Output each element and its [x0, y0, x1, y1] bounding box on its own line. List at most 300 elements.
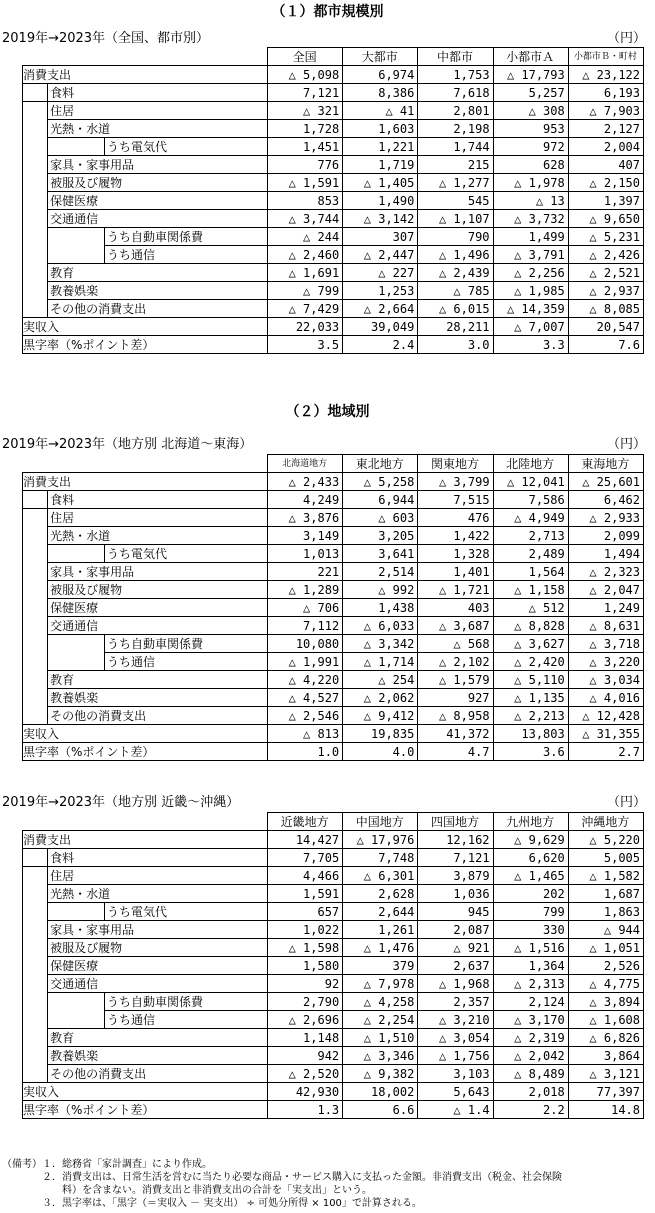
value-cell: 6,462 — [568, 491, 643, 509]
value-cell: △ 2,520 — [267, 1065, 342, 1083]
unit-label: （円） — [606, 31, 646, 46]
row-label: 教養娯楽 — [48, 1047, 268, 1065]
row-label: その他の消費支出 — [48, 300, 268, 318]
indent-cell — [23, 246, 48, 264]
value-cell: 942 — [267, 1047, 342, 1065]
value-cell: 4.0 — [343, 743, 418, 761]
value-cell: 5,005 — [568, 849, 643, 867]
data-table — [22, 812, 644, 1119]
column-header: 北陸地方 — [493, 455, 568, 473]
value-cell: 7,618 — [418, 84, 493, 102]
value-cell: 403 — [418, 599, 493, 617]
value-cell: 3.6 — [493, 743, 568, 761]
indent-cell — [23, 581, 48, 599]
value-cell: 14.8 — [568, 1101, 643, 1119]
value-cell: △ 3,346 — [343, 1047, 418, 1065]
data-table — [22, 454, 644, 761]
table-row — [23, 635, 644, 653]
value-cell: △ 2,150 — [568, 174, 643, 192]
value-cell: 3,205 — [343, 527, 418, 545]
value-cell: △ 992 — [343, 581, 418, 599]
value-cell: △ 6,033 — [343, 617, 418, 635]
value-cell: △ 3,121 — [568, 1065, 643, 1083]
column-header: 東海地方 — [568, 455, 643, 473]
value-cell: 1,328 — [418, 545, 493, 563]
value-cell: △ 1,582 — [568, 867, 643, 885]
indent-cell — [23, 885, 48, 903]
row-label: 被服及び履物 — [48, 174, 268, 192]
value-cell: △ 5,110 — [493, 671, 568, 689]
indent-cell — [23, 1011, 48, 1029]
indent-cell — [23, 545, 48, 563]
value-cell: 1,564 — [493, 563, 568, 581]
value-cell: △ 2,664 — [343, 300, 418, 318]
value-cell: 20,547 — [568, 318, 643, 336]
value-cell: 776 — [267, 156, 342, 174]
value-cell: 2,790 — [267, 993, 342, 1011]
indent-cell — [23, 102, 48, 120]
row-label: うち通信 — [105, 1011, 268, 1029]
value-cell: 2,628 — [343, 885, 418, 903]
value-cell: 1,580 — [267, 957, 342, 975]
value-cell: △ 785 — [418, 282, 493, 300]
indent-cell — [23, 491, 48, 509]
value-cell: △ 2,933 — [568, 509, 643, 527]
value-cell: △ 4,949 — [493, 509, 568, 527]
value-cell: 3.5 — [267, 336, 342, 354]
value-cell: △ 2,062 — [343, 689, 418, 707]
value-cell: 2,713 — [493, 527, 568, 545]
indent-cell — [23, 527, 48, 545]
value-cell: △ 1,107 — [418, 210, 493, 228]
section-title: （２）地域別 — [285, 404, 370, 420]
table-row — [23, 102, 644, 120]
value-cell: 6,974 — [343, 66, 418, 84]
value-cell: △ 1,721 — [418, 581, 493, 599]
value-cell: 19,835 — [343, 725, 418, 743]
value-cell: 2,124 — [493, 993, 568, 1011]
column-header: 全国 — [267, 48, 342, 66]
value-cell: 2,099 — [568, 527, 643, 545]
row-label: 住居 — [48, 867, 268, 885]
indent-cell — [23, 635, 48, 653]
row-label: うち通信 — [105, 246, 268, 264]
indent-cell — [48, 228, 105, 246]
value-cell: 2,514 — [343, 563, 418, 581]
value-cell: 628 — [493, 156, 568, 174]
value-cell: △ 8,489 — [493, 1065, 568, 1083]
value-cell: △ 2,433 — [267, 473, 342, 491]
row-label: 黒字率（%ポイント差） — [23, 336, 268, 354]
row-label: 光熱・水道 — [48, 527, 268, 545]
notes — [2, 1158, 652, 1210]
value-cell: △ 2,696 — [267, 1011, 342, 1029]
indent-cell — [23, 957, 48, 975]
table-row — [23, 1047, 644, 1065]
table-row — [23, 1065, 644, 1083]
value-cell: 1,022 — [267, 921, 342, 939]
value-cell: △ 2,937 — [568, 282, 643, 300]
indent-cell — [48, 138, 105, 156]
value-cell: △ 1,756 — [418, 1047, 493, 1065]
value-cell: 42,930 — [267, 1083, 342, 1101]
value-cell: △ 13 — [493, 192, 568, 210]
indent-cell — [48, 635, 105, 653]
row-label: 交通通信 — [48, 975, 268, 993]
unit-label: （円） — [606, 437, 646, 452]
value-cell: △ 4,258 — [343, 993, 418, 1011]
value-cell: △ 5,220 — [568, 831, 643, 849]
value-cell: 407 — [568, 156, 643, 174]
value-cell: 2.7 — [568, 743, 643, 761]
value-cell: △ 2,042 — [493, 1047, 568, 1065]
row-label: 住居 — [48, 509, 268, 527]
value-cell: 6.6 — [343, 1101, 418, 1119]
value-cell: △ 2,213 — [493, 707, 568, 725]
value-cell: △ 9,629 — [493, 831, 568, 849]
table-row — [23, 903, 644, 921]
value-cell: 1,364 — [493, 957, 568, 975]
value-cell: △ 568 — [418, 635, 493, 653]
row-label: うち自動車関係費 — [105, 993, 268, 1011]
value-cell: 3,879 — [418, 867, 493, 885]
value-cell: 1,397 — [568, 192, 643, 210]
value-cell: 3,149 — [267, 527, 342, 545]
value-cell: 7,121 — [418, 849, 493, 867]
value-cell: △ 23,122 — [568, 66, 643, 84]
note-line: ３．黒字率は、「黒字（＝実収入 － 実支出） ÷ 可処分所得 × 100」で計算される。 — [2, 1198, 422, 1209]
table-row — [23, 545, 644, 563]
indent-cell — [48, 246, 105, 264]
value-cell: △ 944 — [568, 921, 643, 939]
value-cell: △ 227 — [343, 264, 418, 282]
table-caption: 2019年→2023年（地方別 近畿～沖縄） — [2, 795, 240, 810]
value-cell: △ 31,355 — [568, 725, 643, 743]
value-cell: 7,121 — [267, 84, 342, 102]
row-label: 教養娯楽 — [48, 689, 268, 707]
value-cell: △ 5,098 — [267, 66, 342, 84]
value-cell: △ 7,903 — [568, 102, 643, 120]
value-cell: △ 7,007 — [493, 318, 568, 336]
table-row — [23, 156, 644, 174]
value-cell: △ 2,546 — [267, 707, 342, 725]
row-label: 保健医療 — [48, 957, 268, 975]
value-cell: △ 1,510 — [343, 1029, 418, 1047]
value-cell: 853 — [267, 192, 342, 210]
value-cell: 2,004 — [568, 138, 643, 156]
value-cell: 4,466 — [267, 867, 342, 885]
table-row — [23, 1029, 644, 1047]
value-cell: △ 25,601 — [568, 473, 643, 491]
indent-cell — [23, 156, 48, 174]
value-cell: 4.7 — [418, 743, 493, 761]
value-cell: △ 2,420 — [493, 653, 568, 671]
indent-cell — [23, 993, 48, 1011]
value-cell: 2,801 — [418, 102, 493, 120]
value-cell: 202 — [493, 885, 568, 903]
indent-cell — [23, 174, 48, 192]
value-cell: 1,249 — [568, 599, 643, 617]
value-cell: △ 3,799 — [418, 473, 493, 491]
value-cell: 215 — [418, 156, 493, 174]
table-row — [23, 1083, 644, 1101]
value-cell: △ 12,428 — [568, 707, 643, 725]
table-row — [23, 228, 644, 246]
row-label: 家具・家事用品 — [48, 921, 268, 939]
table-caption: 2019年→2023年（地方別 北海道～東海） — [2, 437, 253, 452]
value-cell: △ 1,516 — [493, 939, 568, 957]
indent-cell — [48, 653, 105, 671]
value-cell: △ 2,521 — [568, 264, 643, 282]
value-cell: △ 8,631 — [568, 617, 643, 635]
value-cell: △ 6,015 — [418, 300, 493, 318]
value-cell: △ 1,465 — [493, 867, 568, 885]
column-header: 北海道地方 — [267, 455, 342, 473]
value-cell: △ 1,598 — [267, 939, 342, 957]
row-label: 消費支出 — [23, 473, 268, 491]
row-label: 家具・家事用品 — [48, 563, 268, 581]
indent-cell — [23, 282, 48, 300]
value-cell: 1,261 — [343, 921, 418, 939]
table-row — [23, 473, 644, 491]
value-cell: △ 1,591 — [267, 174, 342, 192]
table-row — [23, 671, 644, 689]
row-label: 教育 — [48, 264, 268, 282]
value-cell: 1,148 — [267, 1029, 342, 1047]
value-cell: △ 12,041 — [493, 473, 568, 491]
table-row — [23, 993, 644, 1011]
table-row — [23, 725, 644, 743]
value-cell: △ 6,826 — [568, 1029, 643, 1047]
value-cell: 7,705 — [267, 849, 342, 867]
value-cell: △ 1,051 — [568, 939, 643, 957]
note-line: （備考）１．総務省「家計調査」により作成。 — [2, 1159, 212, 1170]
indent-cell — [23, 1047, 48, 1065]
value-cell: △ 3,142 — [343, 210, 418, 228]
value-cell: 1,221 — [343, 138, 418, 156]
row-label: 交通通信 — [48, 617, 268, 635]
value-cell: △ 244 — [267, 228, 342, 246]
value-cell: 1,401 — [418, 563, 493, 581]
indent-cell — [23, 1065, 48, 1083]
row-label: 黒字率（%ポイント差） — [23, 1101, 268, 1119]
indent-cell — [23, 849, 48, 867]
value-cell: 1.0 — [267, 743, 342, 761]
value-cell: 379 — [343, 957, 418, 975]
value-cell: 2,127 — [568, 120, 643, 138]
value-cell: 2,018 — [493, 1083, 568, 1101]
column-header: 中国地方 — [343, 813, 418, 831]
table-row — [23, 336, 644, 354]
value-cell: 3.3 — [493, 336, 568, 354]
value-cell: △ 1,691 — [267, 264, 342, 282]
value-cell: 790 — [418, 228, 493, 246]
row-label: 教育 — [48, 1029, 268, 1047]
indent-cell — [23, 210, 48, 228]
row-label: 被服及び履物 — [48, 939, 268, 957]
column-header: 四国地方 — [418, 813, 493, 831]
row-label: 実収入 — [23, 1083, 268, 1101]
value-cell: 7,748 — [343, 849, 418, 867]
value-cell: 13,803 — [493, 725, 568, 743]
value-cell: 1,687 — [568, 885, 643, 903]
table-row — [23, 707, 644, 725]
value-cell: △ 3,170 — [493, 1011, 568, 1029]
indent-cell — [48, 903, 105, 921]
indent-cell — [23, 975, 48, 993]
value-cell: △ 799 — [267, 282, 342, 300]
value-cell: △ 4,775 — [568, 975, 643, 993]
value-cell: △ 3,342 — [343, 635, 418, 653]
value-cell: 3,103 — [418, 1065, 493, 1083]
row-label: うち電気代 — [105, 138, 268, 156]
value-cell: 18,002 — [343, 1083, 418, 1101]
table-row — [23, 138, 644, 156]
column-header: 関東地方 — [418, 455, 493, 473]
value-cell: 1.3 — [267, 1101, 342, 1119]
value-cell: 7,586 — [493, 491, 568, 509]
value-cell: △ 2,256 — [493, 264, 568, 282]
value-cell: △ 308 — [493, 102, 568, 120]
value-cell: 1,036 — [418, 885, 493, 903]
value-cell: 330 — [493, 921, 568, 939]
value-cell: △ 3,744 — [267, 210, 342, 228]
value-cell: 2,087 — [418, 921, 493, 939]
value-cell: 1,863 — [568, 903, 643, 921]
indent-cell — [23, 192, 48, 210]
value-cell: △ 4,220 — [267, 671, 342, 689]
value-cell: 2.2 — [493, 1101, 568, 1119]
table-row — [23, 264, 644, 282]
value-cell: 1,438 — [343, 599, 418, 617]
value-cell: 92 — [267, 975, 342, 993]
indent-cell — [23, 120, 48, 138]
table-row — [23, 527, 644, 545]
value-cell: △ 2,319 — [493, 1029, 568, 1047]
row-label: 交通通信 — [48, 210, 268, 228]
section-title: （１）都市規模別 — [271, 4, 384, 20]
table-row — [23, 617, 644, 635]
value-cell: 6,620 — [493, 849, 568, 867]
value-cell: 972 — [493, 138, 568, 156]
table-row — [23, 849, 644, 867]
value-cell: 953 — [493, 120, 568, 138]
value-cell: 77,397 — [568, 1083, 643, 1101]
value-cell: 2,644 — [343, 903, 418, 921]
value-cell: 6,193 — [568, 84, 643, 102]
value-cell: △ 2,439 — [418, 264, 493, 282]
value-cell: 6,944 — [343, 491, 418, 509]
value-cell: △ 3,876 — [267, 509, 342, 527]
value-cell: 41,372 — [418, 725, 493, 743]
table-row — [23, 599, 644, 617]
table-row — [23, 689, 644, 707]
value-cell: 28,211 — [418, 318, 493, 336]
value-cell: △ 603 — [343, 509, 418, 527]
value-cell: △ 5,231 — [568, 228, 643, 246]
table-row — [23, 831, 644, 849]
value-cell: △ 8,828 — [493, 617, 568, 635]
value-cell: △ 1,608 — [568, 1011, 643, 1029]
value-cell: 1,253 — [343, 282, 418, 300]
row-label: 消費支出 — [23, 66, 268, 84]
table-row — [23, 318, 644, 336]
value-cell: △ 512 — [493, 599, 568, 617]
table-row — [23, 84, 644, 102]
value-cell: △ 3,732 — [493, 210, 568, 228]
value-cell: △ 1,714 — [343, 653, 418, 671]
table-row — [23, 885, 644, 903]
row-label: 教育 — [48, 671, 268, 689]
table-caption: 2019年→2023年（全国、都市別） — [2, 31, 210, 46]
data-table — [22, 47, 644, 354]
value-cell: 3,641 — [343, 545, 418, 563]
table-row — [23, 939, 644, 957]
value-cell: 927 — [418, 689, 493, 707]
value-cell: △ 17,976 — [343, 831, 418, 849]
indent-cell — [23, 867, 48, 885]
value-cell: △ 9,650 — [568, 210, 643, 228]
value-cell: △ 1,405 — [343, 174, 418, 192]
value-cell: △ 706 — [267, 599, 342, 617]
value-cell: △ 3,210 — [418, 1011, 493, 1029]
value-cell: △ 3,894 — [568, 993, 643, 1011]
value-cell: 945 — [418, 903, 493, 921]
row-label: うち電気代 — [105, 545, 268, 563]
value-cell: 14,427 — [267, 831, 342, 849]
value-cell: △ 2,323 — [568, 563, 643, 581]
table-row — [23, 581, 644, 599]
row-label: うち自動車関係費 — [105, 228, 268, 246]
value-cell: △ 813 — [267, 725, 342, 743]
row-label: 家具・家事用品 — [48, 156, 268, 174]
indent-cell — [23, 921, 48, 939]
value-cell: 1,494 — [568, 545, 643, 563]
table-row — [23, 300, 644, 318]
value-cell: △ 17,793 — [493, 66, 568, 84]
indent-cell — [23, 903, 48, 921]
value-cell: 1,719 — [343, 156, 418, 174]
value-cell: 1,591 — [267, 885, 342, 903]
value-cell: △ 8,958 — [418, 707, 493, 725]
indent-cell — [48, 545, 105, 563]
header-empty-cell — [23, 48, 268, 66]
row-label: 食料 — [48, 84, 268, 102]
value-cell: △ 4,016 — [568, 689, 643, 707]
value-cell: 1,753 — [418, 66, 493, 84]
row-label: うち通信 — [105, 653, 268, 671]
value-cell: 1,490 — [343, 192, 418, 210]
row-label: 光熱・水道 — [48, 885, 268, 903]
indent-cell — [23, 300, 48, 318]
value-cell: △ 6,301 — [343, 867, 418, 885]
indent-cell — [23, 617, 48, 635]
value-cell: 4,249 — [267, 491, 342, 509]
indent-cell — [48, 993, 105, 1011]
value-cell: 1,728 — [267, 120, 342, 138]
indent-cell — [23, 599, 48, 617]
table-row — [23, 491, 644, 509]
value-cell: 2,357 — [418, 993, 493, 1011]
row-label: 実収入 — [23, 318, 268, 336]
value-cell: 39,049 — [343, 318, 418, 336]
table-row — [23, 509, 644, 527]
value-cell: 1,422 — [418, 527, 493, 545]
table-row — [23, 210, 644, 228]
value-cell: 22,033 — [267, 318, 342, 336]
value-cell: 3,864 — [568, 1047, 643, 1065]
row-label: 光熱・水道 — [48, 120, 268, 138]
